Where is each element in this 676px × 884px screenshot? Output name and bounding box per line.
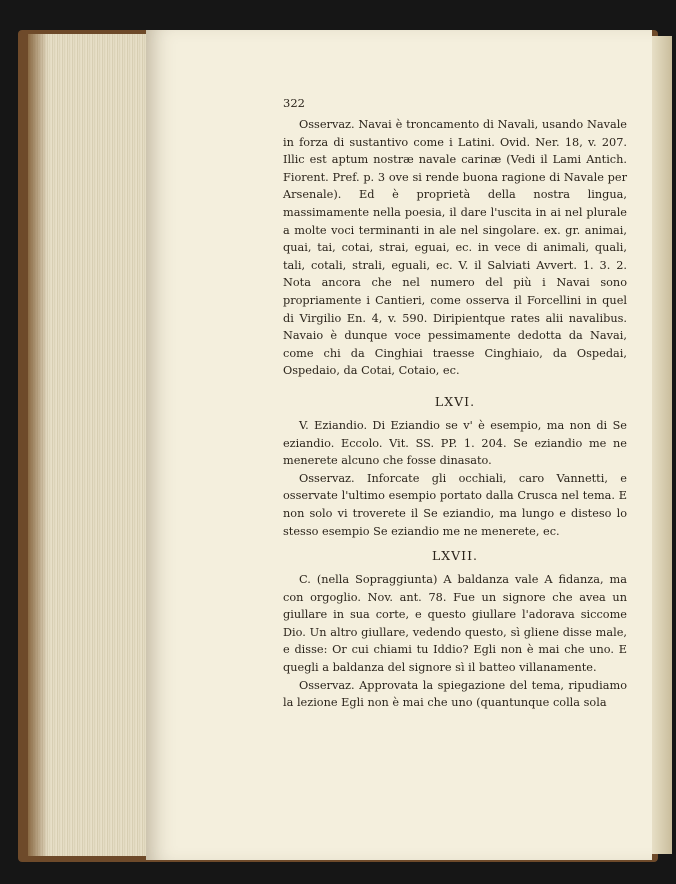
edge-shadow (28, 34, 48, 856)
paragraph: C. (nella Sopraggiunta) A baldanza vale A fidanza, ma con orgoglio. Nov. ant. 78. Fue un signore che avea un giullare in sua corte, e questo giullare l'adorava siccome Dio. Un altro giullare, vedendo questo, sì gliene disse male, e disse: Or cui chiami tu Iddio? Egli non è mai che uno. E quegli a baldanza del signore sì il batteo villanamente. (283, 573, 627, 674)
section-lxvi (283, 384, 627, 540)
section-heading: LXVI. (434, 394, 476, 409)
section-heading: LXVII. (431, 548, 479, 563)
section-intro (283, 116, 627, 380)
paragraph: Osservaz. Navai è troncamento di Navali, usando Navale in forza di sustantivo come i Latini. Ovid. Ner. 18, v. 207. Illic est aptum nostræ navale carinæ (Vedi il Lami Antich. Fiorent. Pref. p. 3 ove si rende buona ragione di Navale per Arsenale). Ed è proprietà della nostra lingua, massimamente nella poesia, il dare l'uscita in ai nel plurale a molte voci terminanti in ale nel singolare. ex. gr. animai, quai, tai, cotai, strai, eguai, ec. in vece di animali, quali, tali, cotali, strali, eguali, ec. V. il Salviati Avvert. 1. 3. 2. Nota ancora che nel numero del più i Navai sono propriamente i Cantieri, come osserva il Forcellini in quel di Virgilio En. 4, v. 590. Diripientque rates alii navalibus. Navaio è dunque voce pessimamente dedotta da Navai, come chi da Cinghiai traesse Cinghiaio, da Ospedai, Ospedaio, da Cotai, Cotaio, ec. (283, 118, 627, 378)
paragraph: V. Eziandio. Di Eziandio se v' è esempio, ma non di Se eziandio. Eccolo. Vit. SS. PP. 1. 204. Se eziandio me ne menerete alcuno che fosse dinasato. (283, 419, 627, 468)
paragraph: Osservaz. Approvata la spiegazione del tema, ripudiamo la lezione Egli non è mai che uno (quantunque colla sola (283, 678, 627, 710)
paragraph: Osservaz. Inforcate gli occhiali, caro Vannetti, e osservate l'ultimo esempio portato dalla Crusca nel tema. E non solo vi troverete il Se eziandio, ma lungo e disteso lo stesso esempio Se eziandio me ne menerete, ec. (283, 471, 627, 538)
section-lxvii (283, 538, 627, 712)
page-number: 322 (283, 96, 305, 110)
right-page-edge (652, 36, 672, 854)
